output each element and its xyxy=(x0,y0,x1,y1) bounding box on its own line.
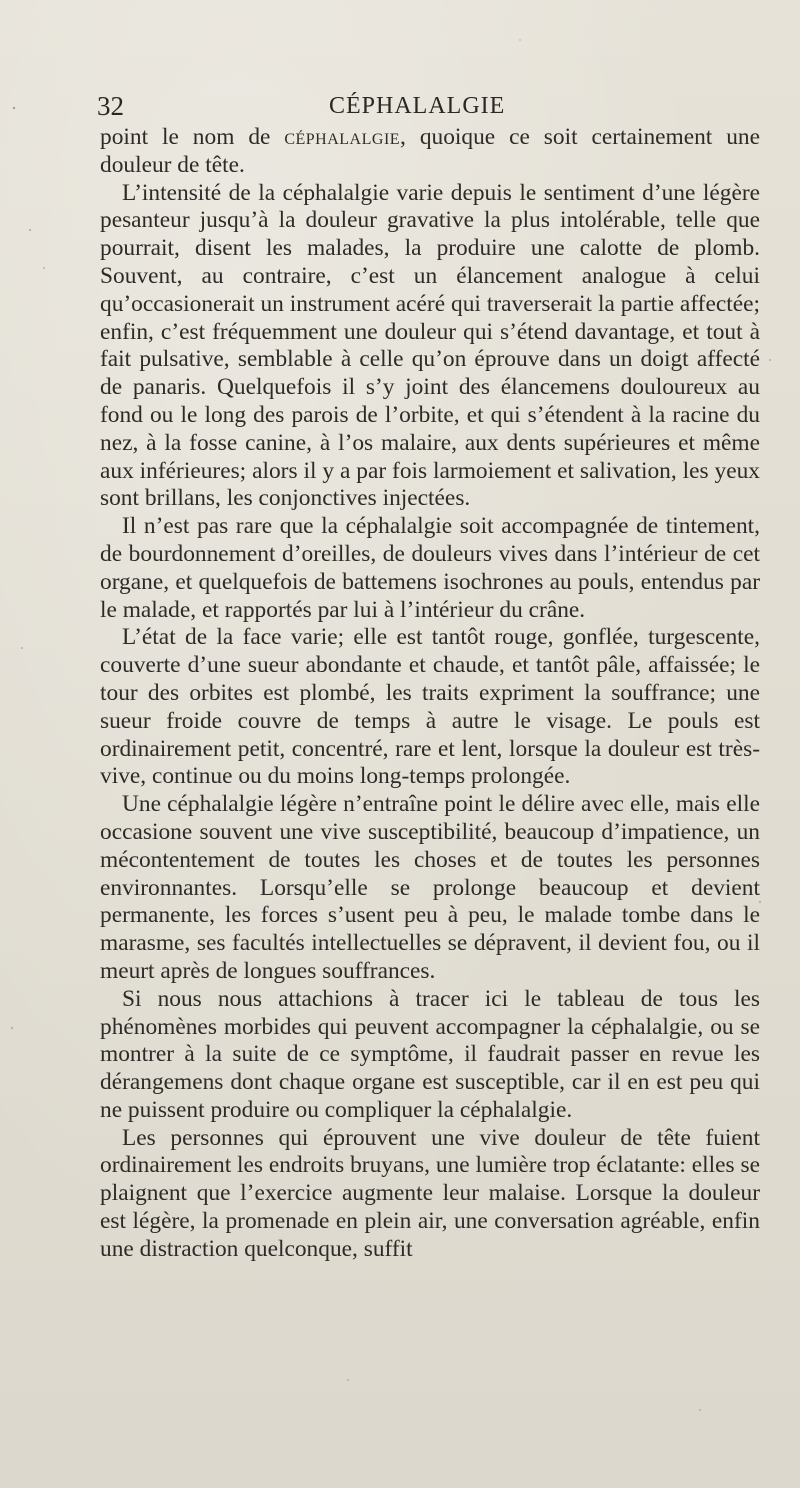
term-smallcaps: céphalalgie xyxy=(284,124,401,150)
paragraph-text-after: , quoique ce soit certainement une douleur de tête. xyxy=(100,124,760,178)
page-header xyxy=(97,88,697,124)
paragraph-intensity: L’intensité de la céphalalgie varie depuis le sentiment d’une légère pesanteur jusqu’à la douleur gravative la plus intolérable, telle que pourrait, disent les malades, la produire une calotte de plomb. Souvent, au contraire, c’est un élancement analogue à celui qu’occasionerait un instrument acéré qui traverserait la partie affectée; enfin, c’est fréquemment une douleur qui s’étend davantage, et tout à fait pulsative, semblable à celle qu’on éprouve dans un doigt affecté de panaris. Quelquefois il s’y joint des élancemens douloureux au fond ou le long des parois de l’orbite, et qui s’étendent à la racine du nez, à la fosse canine, à l’os malaire, aux dents supérieures et même aux inférieures; alors il y a par fois larmoiement et salivation, les yeux sont brillans, les conjonctives injectées. xyxy=(100,179,760,512)
paragraph-personnes: Les personnes qui éprouvent une vive douleur de tête fuient ordinairement les endroits bruyans, une lumière trop éclatante: elles se plaignent que l’exercice augmente leur malaise. Lorsque la douleur est légère, la promenade en plein air, une conversation agréable, enfin une distraction quelconque, suffit xyxy=(100,1124,760,1262)
paragraph-continuation xyxy=(100,124,760,180)
paragraph-text-before: point le nom de xyxy=(100,124,285,150)
running-title: CÉPHALALGIE xyxy=(329,93,506,119)
paragraph-face: L’état de la face varie; elle est tantôt rouge, gonflée, turgescente, couverte d’une sueur abondante et chaude, et tantôt pâle, affaissée; le tour des orbites est plombé, les traits expriment la souffrance; une sueur froide couvre de temps à autre le visage. Le pouls est ordinairement petit, concentré, rare et lent, lorsque la douleur est très-vive, continue ou du moins long-temps prolongée. xyxy=(100,624,760,790)
paragraph-tintement: Il n’est pas rare que la céphalalgie soit accompagnée de tintement, de bourdonnement d’oreilles, de douleurs vives dans l’intérieur de cet organe, et quelquefois de battemens isochrones au pouls, entendus par le malade, et rapportés par lui à l’intérieur du crâne. xyxy=(100,513,760,623)
paragraph-delire: Une céphalalgie légère n’entraîne point le délire avec elle, mais elle occasione souvent une vive susceptibilité, beaucoup d’impatience, un mécontentement de toutes les choses et de toutes les personnes environnantes. Lorsqu’elle se prolonge beaucoup et devient permanente, les forces s’usent peu à peu, le malade tombe dans le marasme, ses facultés intellectuelles se dépravent, il devient fou, ou il meurt après de longues souffrances. xyxy=(100,791,760,984)
body-text xyxy=(100,124,760,1264)
page-number: 32 xyxy=(97,91,124,121)
paragraph-phenomenes: Si nous nous attachions à tracer ici le tableau de tous les phénomènes morbides qui peuvent accompagner la céphalalgie, ou se montrer à la suite de ce symptôme, il faudrait passer en revue les dérangemens dont chaque organe est susceptible, car il en est peu qui ne puissent produire ou compliquer la céphalalgie. xyxy=(100,985,760,1123)
